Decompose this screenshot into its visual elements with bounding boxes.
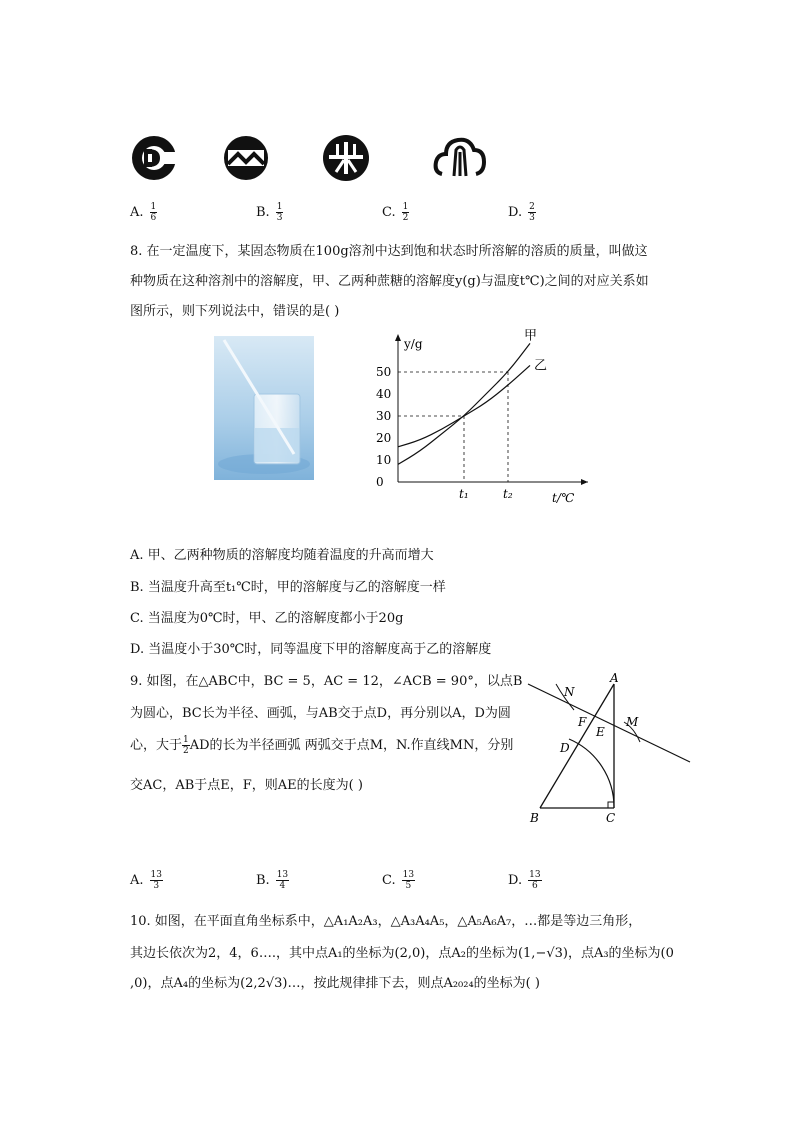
q8-option-b[interactable]: B. 当温度升高至t₁℃时，甲的溶解度与乙的溶解度一样 [130, 580, 446, 595]
q9-option-a[interactable]: A. $\frac{13}{3}$ [130, 870, 162, 891]
label-f: F [578, 715, 587, 729]
right-angle-mark [608, 802, 614, 808]
side-ab [540, 684, 614, 808]
q9-option-c[interactable]: C. $\frac{13}{5}$ [382, 870, 415, 891]
q7-option-a[interactable]: A. $\frac{1}{6}$ [130, 202, 157, 223]
q7-option-c[interactable]: C. $\frac{1}{2}$ [382, 202, 409, 223]
label-n: N [564, 685, 575, 699]
y-tick-label: 40 [376, 387, 392, 401]
series-label-2: 乙 [534, 358, 548, 374]
q9-stem-line4: 交AC，AB于点E，F，则AE的长度为( ) [130, 778, 363, 793]
q9-option-d[interactable]: D. $\frac{13}{6}$ [508, 870, 541, 891]
x-axis-label: t/℃ [552, 491, 575, 505]
q8-stem-line3: 图所示，则下列说法中，错误的是( ) [130, 304, 340, 319]
q9-stem-line2: 为圆心，BC长为半径、画弧，与AB交于点D，再分别以A，D为圆 [130, 706, 511, 721]
q8-option-c[interactable]: C. 当温度为0℃时，甲、乙的溶解度都小于20g [130, 611, 404, 626]
q8-stem-line1: 8. 在一定温度下，某固态物质在100g溶剂中达到饱和状态时所溶解的溶质的质量，叫做这 [130, 244, 648, 259]
x-axis-arrow [581, 479, 588, 485]
y-tick-label: 50 [376, 365, 392, 379]
q8-option-d[interactable]: D. 当温度小于30℃时，同等温度下甲的溶解度高于乙的溶解度 [130, 642, 492, 657]
label-b: B [530, 811, 539, 825]
y-tick-label: 30 [376, 409, 392, 423]
q9-option-b[interactable]: B. $\frac{13}{4}$ [256, 870, 289, 891]
beaker-photo [214, 336, 314, 480]
transit-logo-1-icon [130, 134, 178, 182]
q10-stem-line2: 其边长依次为2，4，6….，其中点A₁的坐标为(2,0)，点A₂的坐标为(1,−√3)，点A₃的坐标为(0 [130, 946, 674, 961]
q7-option-d[interactable]: D. $\frac{2}{3}$ [508, 202, 535, 223]
q9-stem-line1: 9. 如图，在△ABC中，BC = 5，AC = 12，∠ACB = 90°，以点B [130, 674, 523, 689]
solubility-chart [360, 326, 600, 506]
x-tick-label-t2: t₂ [503, 487, 513, 501]
transit-logo-3-icon [322, 134, 370, 182]
q7-option-b[interactable]: B. $\frac{1}{3}$ [256, 202, 283, 223]
y-tick-label: 20 [376, 431, 392, 445]
y-axis-arrow [395, 334, 401, 341]
triangle-figure [522, 668, 694, 828]
q8-option-a[interactable]: A. 甲、乙两种物质的溶解度均随着温度的升高而增大 [130, 548, 434, 563]
q10-stem-line1: 10. 如图，在平面直角坐标系中，△A₁A₂A₃，△A₃A₄A₅，△A₅A₆A₇，…都是等边三角形， [130, 914, 642, 929]
transit-logo-2-icon [222, 134, 270, 182]
label-d: D [560, 741, 570, 755]
q9-stem-line3: 心，大于 $\frac{1}{2}$ AD的长为半径画弧 两弧交于点M，N.作直线MN，分别 [130, 735, 514, 756]
label-c: C [606, 811, 616, 825]
y-tick-label: 0 [376, 475, 384, 489]
line-mn [528, 684, 690, 762]
transit-logo-4-icon [432, 134, 480, 182]
y-axis-label: y/g [404, 337, 423, 351]
label-a: A [610, 671, 619, 685]
y-tick-label: 10 [376, 453, 392, 467]
q8-stem-line2: 种物质在这种溶剂中的溶解度，甲、乙两种蔗糖的溶解度y(g)与温度t℃)之间的对应关系如 [130, 274, 649, 289]
label-e: E [596, 725, 605, 739]
series-label-1: 甲 [524, 328, 538, 344]
q10-stem-line3: ,0)，点A₄的坐标为(2,2√3)…，按此规律排下去，则点A₂₀₂₄的坐标为( ) [130, 976, 540, 991]
x-tick-label-t1: t₁ [459, 487, 469, 501]
label-m: M [626, 715, 639, 729]
